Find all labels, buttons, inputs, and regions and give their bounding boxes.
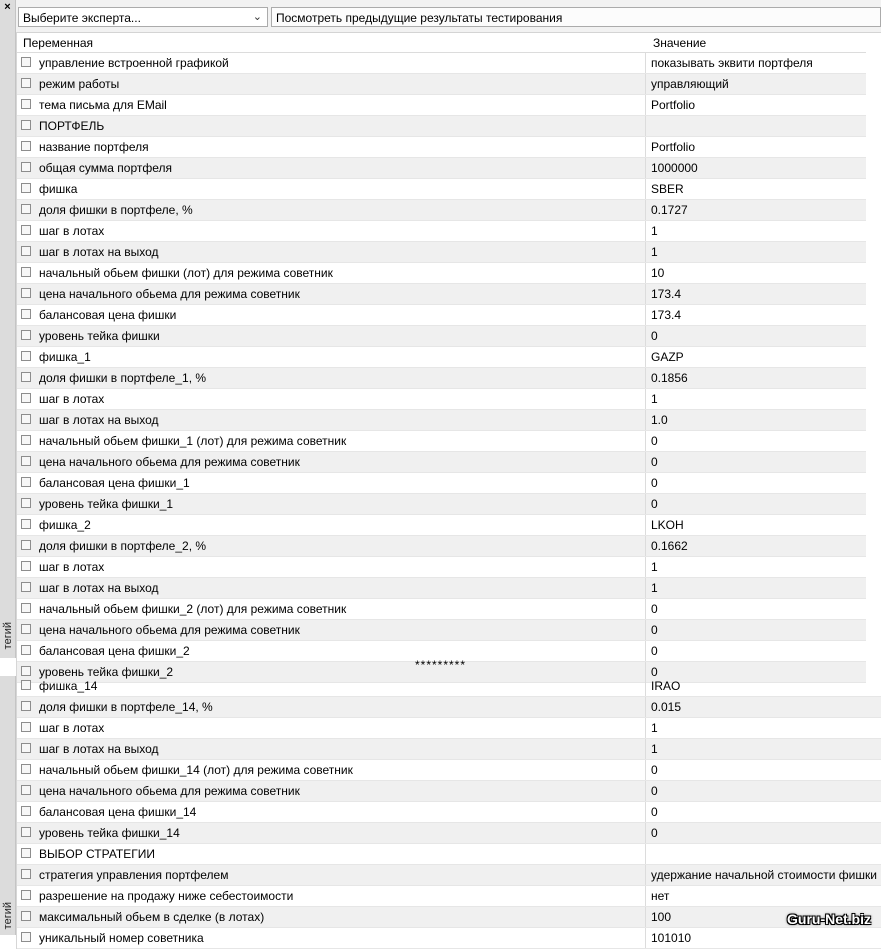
grid-header — [17, 32, 866, 53]
parameter-value[interactable] — [645, 116, 867, 136]
parameter-name: начальный обьем фишки (лот) для режима советник — [39, 266, 333, 280]
parameter-value[interactable]: 100 — [645, 907, 881, 927]
parameter-name: начальный обьем фишки_1 (лот) для режима советник — [39, 434, 347, 448]
optimize-checkbox[interactable] — [21, 351, 31, 361]
parameter-name: уровень тейка фишки — [39, 329, 160, 343]
parameter-value[interactable]: 1000000 — [645, 158, 867, 178]
parameter-name: балансовая цена фишки_1 — [39, 476, 190, 490]
history-select[interactable] — [271, 7, 881, 27]
optimize-checkbox[interactable] — [21, 120, 31, 130]
parameter-row[interactable] — [17, 368, 866, 389]
parameter-name: стратегия управления портфелем — [39, 868, 229, 882]
parameter-value[interactable]: управляющий — [645, 74, 867, 94]
left-sidebar-bottom — [0, 676, 16, 935]
optimize-checkbox[interactable] — [21, 330, 31, 340]
optimize-checkbox[interactable] — [21, 435, 31, 445]
optimize-checkbox[interactable] — [21, 78, 31, 88]
optimize-checkbox[interactable] — [21, 624, 31, 634]
optimize-checkbox[interactable] — [21, 183, 31, 193]
optimize-checkbox[interactable] — [21, 701, 31, 711]
parameter-row[interactable] — [17, 158, 866, 179]
parameter-row[interactable] — [17, 473, 866, 494]
parameter-value[interactable]: 173.4 — [645, 284, 867, 304]
parameter-name: доля фишки в портфеле, % — [39, 203, 193, 217]
parameter-value[interactable]: 1.0 — [645, 410, 867, 430]
parameter-value[interactable]: SBER — [645, 179, 867, 199]
optimize-checkbox[interactable] — [21, 204, 31, 214]
close-icon[interactable]: × — [4, 1, 11, 13]
parameter-value[interactable]: 101010 — [645, 928, 881, 948]
parameter-row[interactable] — [17, 389, 866, 410]
optimize-checkbox[interactable] — [21, 162, 31, 172]
parameter-name: доля фишки в портфеле_1, % — [39, 371, 207, 385]
parameter-row[interactable] — [17, 865, 881, 886]
parameters-grid-continued — [16, 676, 881, 949]
parameter-value[interactable]: 1 — [645, 389, 867, 409]
parameter-value[interactable]: IRAO — [645, 676, 881, 696]
parameter-name: шаг в лотах на выход — [39, 413, 159, 427]
parameter-value[interactable]: 1 — [645, 221, 867, 241]
parameter-value[interactable]: 1 — [645, 242, 867, 262]
parameter-name: шаг в лотах — [39, 721, 105, 735]
parameter-name: уровень тейка фишки_2 — [39, 665, 174, 679]
parameter-row[interactable] — [17, 410, 866, 431]
optimize-checkbox[interactable] — [21, 785, 31, 795]
parameter-value[interactable]: 1 — [645, 557, 867, 577]
parameter-row[interactable] — [17, 844, 881, 865]
parameter-row[interactable] — [17, 305, 866, 326]
parameter-value[interactable]: 0 — [645, 641, 867, 661]
parameter-value[interactable]: 1 — [645, 718, 881, 738]
parameter-row[interactable] — [17, 823, 881, 844]
optimize-checkbox[interactable] — [21, 890, 31, 900]
parameter-name: цена начального обьема для режима советник — [39, 287, 300, 301]
parameter-name: балансовая цена фишки — [39, 308, 177, 322]
optimize-checkbox[interactable] — [21, 869, 31, 879]
optimize-checkbox[interactable] — [21, 498, 31, 508]
expert-select-label: Выберите эксперта... — [23, 11, 141, 25]
history-select-label: Посмотреть предыдущие результаты тестирования — [276, 11, 563, 25]
parameter-row[interactable] — [17, 53, 866, 74]
expert-select[interactable] — [18, 7, 268, 27]
left-sidebar-top — [0, 0, 16, 658]
parameter-value[interactable]: 0 — [645, 431, 867, 451]
parameter-name: начальный обьем фишки_14 (лот) для режима советник — [39, 763, 353, 777]
parameter-value[interactable]: 1 — [645, 578, 867, 598]
parameter-row[interactable] — [17, 494, 866, 515]
parameter-name: доля фишки в портфеле_2, % — [39, 539, 207, 553]
parameter-name: уникальный номер советника — [39, 931, 204, 945]
parameter-name: фишка_2 — [39, 518, 91, 532]
parameter-value[interactable]: 0 — [645, 760, 881, 780]
parameter-row[interactable] — [17, 739, 881, 760]
parameter-row[interactable] — [17, 620, 866, 641]
sidebar-vertical-label: тегий — [2, 622, 14, 650]
parameter-row[interactable] — [17, 200, 866, 221]
parameter-row[interactable] — [17, 536, 866, 557]
parameter-name: фишка_14 — [39, 679, 98, 693]
parameter-name: начальный обьем фишки_2 (лот) для режима советник — [39, 602, 347, 616]
parameter-row[interactable] — [17, 781, 881, 802]
optimize-checkbox[interactable] — [21, 288, 31, 298]
parameter-value[interactable]: 10 — [645, 263, 867, 283]
optimize-checkbox[interactable] — [21, 806, 31, 816]
parameter-value[interactable]: Portfolio — [645, 137, 867, 157]
parameter-name: цена начального обьема для режима советник — [39, 455, 300, 469]
parameter-row[interactable] — [17, 95, 866, 116]
parameter-name: шаг в лотах на выход — [39, 742, 159, 756]
parameter-row[interactable] — [17, 179, 866, 200]
parameter-name: шаг в лотах — [39, 224, 105, 238]
parameter-name: балансовая цена фишки_2 — [39, 644, 190, 658]
parameter-value[interactable]: GAZP — [645, 347, 867, 367]
parameter-row[interactable] — [17, 676, 881, 697]
parameter-row[interactable] — [17, 907, 881, 928]
parameter-name: фишка — [39, 182, 78, 196]
parameter-name: шаг в лотах на выход — [39, 581, 159, 595]
optimize-checkbox[interactable] — [21, 519, 31, 529]
parameter-row[interactable] — [17, 515, 866, 536]
optimize-checkbox[interactable] — [21, 372, 31, 382]
parameter-row[interactable] — [17, 886, 881, 907]
parameter-row[interactable] — [17, 599, 866, 620]
parameter-row[interactable] — [17, 137, 866, 158]
parameter-row[interactable] — [17, 928, 881, 949]
parameter-name: общая сумма портфеля — [39, 161, 173, 175]
parameter-row[interactable] — [17, 221, 866, 242]
parameter-value[interactable]: Portfolio — [645, 95, 867, 115]
optimize-checkbox[interactable] — [21, 764, 31, 774]
parameter-name: шаг в лотах на выход — [39, 245, 159, 259]
parameter-value[interactable]: LKOH — [645, 515, 867, 535]
parameter-row[interactable] — [17, 697, 881, 718]
parameter-value[interactable]: 0 — [645, 781, 881, 801]
optimize-checkbox[interactable] — [21, 225, 31, 235]
parameter-row[interactable] — [17, 116, 866, 137]
parameter-name: максимальный обьем в сделке (в лотах) — [39, 910, 265, 924]
optimize-checkbox[interactable] — [21, 414, 31, 424]
parameter-row[interactable] — [17, 802, 881, 823]
parameter-value[interactable]: нет — [645, 886, 881, 906]
optimize-checkbox[interactable] — [21, 456, 31, 466]
parameter-name: режим работы — [39, 77, 120, 91]
parameter-name: управление встроенной графикой — [39, 56, 229, 70]
optimize-checkbox[interactable] — [21, 141, 31, 151]
parameter-value[interactable]: 0.1662 — [645, 536, 867, 556]
optimize-checkbox[interactable] — [21, 267, 31, 277]
parameter-name: уровень тейка фишки_1 — [39, 497, 174, 511]
parameter-value[interactable]: 0 — [645, 473, 867, 493]
parameter-value[interactable]: 0 — [645, 620, 867, 640]
optimize-checkbox[interactable] — [21, 827, 31, 837]
parameter-value[interactable]: 0.015 — [645, 697, 881, 717]
parameter-value[interactable] — [645, 844, 881, 864]
parameter-value[interactable]: 0.1727 — [645, 200, 867, 220]
optimize-checkbox[interactable] — [21, 561, 31, 571]
parameter-row[interactable] — [17, 557, 866, 578]
parameter-value[interactable]: 0 — [645, 494, 867, 514]
parameter-value[interactable]: 173.4 — [645, 305, 867, 325]
parameter-row[interactable] — [17, 242, 866, 263]
parameter-value[interactable]: 1 — [645, 739, 881, 759]
parameter-name: ВЫБОР СТРАТЕГИИ — [39, 847, 155, 861]
optimize-checkbox[interactable] — [21, 645, 31, 655]
optimize-checkbox[interactable] — [21, 57, 31, 67]
optimize-checkbox[interactable] — [21, 246, 31, 256]
parameter-row[interactable] — [17, 347, 866, 368]
parameter-name: фишка_1 — [39, 350, 91, 364]
parameter-row[interactable] — [17, 74, 866, 95]
parameter-name: тема письма для EMail — [39, 98, 167, 112]
optimize-checkbox[interactable] — [21, 582, 31, 592]
parameter-name: разрешение на продажу ниже себестоимости — [39, 889, 294, 903]
parameter-value[interactable]: 0 — [645, 662, 867, 682]
parameter-name: шаг в лотах — [39, 392, 105, 406]
parameter-row[interactable] — [17, 578, 866, 599]
optimize-checkbox[interactable] — [21, 848, 31, 858]
parameter-row[interactable] — [17, 718, 881, 739]
optimize-checkbox[interactable] — [21, 603, 31, 613]
optimize-checkbox[interactable] — [21, 680, 31, 690]
parameter-row[interactable] — [17, 284, 866, 305]
parameter-name: балансовая цена фишки_14 — [39, 805, 197, 819]
parameter-name: уровень тейка фишки_14 — [39, 826, 180, 840]
parameter-row[interactable] — [17, 431, 866, 452]
parameter-value[interactable]: 0 — [645, 599, 867, 619]
parameter-row[interactable] — [17, 326, 866, 347]
separator: ********* — [414, 658, 467, 672]
parameter-value[interactable]: 0 — [645, 802, 881, 822]
parameter-name: доля фишки в портфеле_14, % — [39, 700, 213, 714]
sidebar-vertical-label: тегий — [2, 902, 14, 930]
chevron-down-icon[interactable]: ⌄ — [252, 11, 262, 23]
parameter-value[interactable]: 0 — [645, 452, 867, 472]
parameter-name: название портфеля — [39, 140, 149, 154]
parameter-name: цена начального обьема для режима советник — [39, 784, 300, 798]
optimize-checkbox[interactable] — [21, 99, 31, 109]
parameter-value[interactable]: 0.1856 — [645, 368, 867, 388]
parameter-row[interactable] — [17, 760, 881, 781]
optimize-checkbox[interactable] — [21, 477, 31, 487]
parameter-value[interactable]: 0 — [645, 326, 867, 346]
parameter-value[interactable]: удержание начальной стоимости фишки — [645, 865, 881, 885]
parameters-grid — [16, 32, 866, 683]
optimize-checkbox[interactable] — [21, 911, 31, 921]
optimize-checkbox[interactable] — [21, 722, 31, 732]
optimize-checkbox[interactable] — [21, 743, 31, 753]
optimize-checkbox[interactable] — [21, 540, 31, 550]
optimize-checkbox[interactable] — [21, 309, 31, 319]
column-header-value[interactable]: Значение — [653, 36, 707, 50]
parameter-name: ПОРТФЕЛЬ — [39, 119, 105, 133]
parameter-value[interactable]: 0 — [645, 823, 881, 843]
parameter-row[interactable] — [17, 263, 866, 284]
column-header-variable[interactable]: Переменная — [23, 36, 93, 50]
parameter-name: шаг в лотах — [39, 560, 105, 574]
optimize-checkbox[interactable] — [21, 393, 31, 403]
watermark: Guru-Net.biz — [787, 911, 871, 927]
parameter-value[interactable]: показывать эквити портфеля — [645, 53, 867, 73]
optimize-checkbox[interactable] — [21, 932, 31, 942]
parameter-name: цена начального обьема для режима советник — [39, 623, 300, 637]
toolbar — [16, 0, 881, 33]
parameter-row[interactable] — [17, 452, 866, 473]
